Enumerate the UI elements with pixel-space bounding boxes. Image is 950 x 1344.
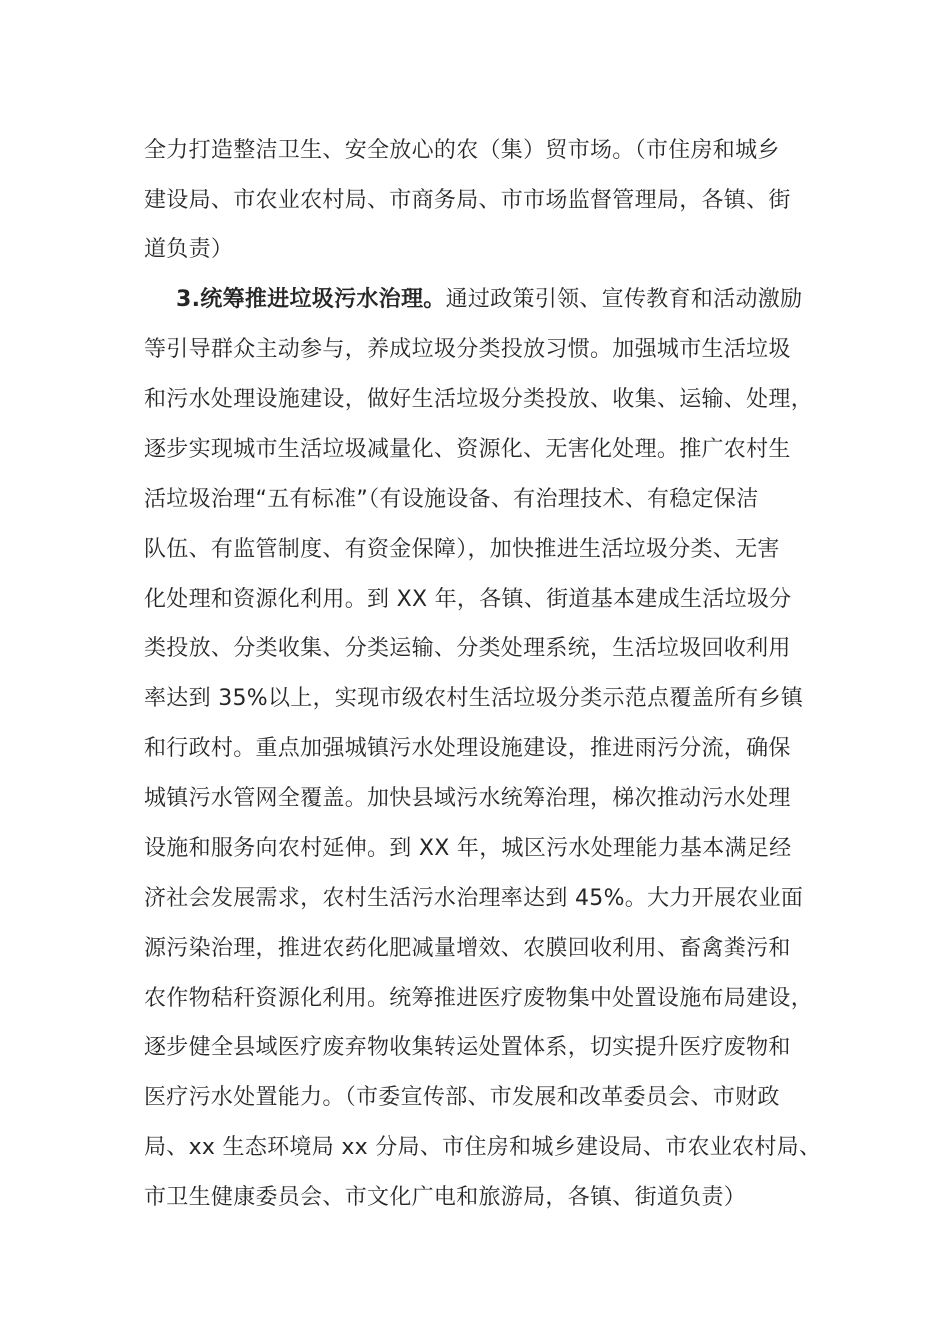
paragraph-line: 农作物秸秆资源化利用。统筹推进医疗废物集中处置设施布局建设， — [144, 986, 814, 1011]
paragraph-line: 设施和服务向农村延伸。到 XX 年，城区污水处理能力基本满足经 — [144, 836, 792, 861]
paragraph-line: 活垃圾治理“五有标准”（有设施设备、有治理技术、有稳定保洁 — [144, 487, 759, 512]
paragraph-line: 化处理和资源化利用。到 XX 年，各镇、街道基本建成生活垃圾分 — [144, 587, 792, 612]
paragraph-line: 和行政村。重点加强城镇污水处理设施建设，推进雨污分流，确保 — [144, 736, 791, 761]
section-first-line — [176, 285, 802, 315]
paragraph-line: 道负责） — [144, 237, 234, 262]
paragraph-line: 率达到 35%以上，实现市级农村生活垃圾分类示范点覆盖所有乡镇 — [144, 686, 804, 711]
paragraph-line: 源污染治理，推进农药化肥减量增效、农膜回收利用、畜禽粪污和 — [144, 936, 791, 961]
paragraph-line: 城镇污水管网全覆盖。加快县域污水统筹治理，梯次推动污水处理 — [144, 786, 791, 811]
paragraph-line: 济社会发展需求，农村生活污水治理率达到 45%。大力开展农业面 — [144, 886, 804, 911]
paragraph-line: 等引导群众主动参与，养成垃圾分类投放习惯。加强城市生活垃圾 — [144, 337, 791, 362]
paragraph-line: 队伍、有监管制度、有资金保障），加快推进生活垃圾分类、无害 — [144, 537, 780, 562]
paragraph-line: 逐步实现城市生活垃圾减量化、资源化、无害化处理。推广农村生 — [144, 437, 791, 462]
paragraph-line: 医疗污水处置能力。（市委宣传部、市发展和改革委员会、市财政 — [144, 1085, 780, 1110]
paragraph-line: 全力打造整洁卫生、安全放心的农（集）贸市场。（市住房和城乡 — [144, 138, 780, 163]
paragraph-line: 类投放、分类收集、分类运输、分类处理系统，生活垃圾回收利用 — [144, 636, 791, 661]
section-first-line-text: 通过政策引领、宣传教育和活动激励 — [445, 287, 803, 312]
paragraph-line: 逐步健全县域医疗废弃物收集转运处置体系，切实提升医疗废物和 — [144, 1035, 791, 1060]
paragraph-line: 局、xx 生态环境局 xx 分局、市住房和城乡建设局、市农业农村局、 — [144, 1135, 822, 1160]
paragraph-line: 建设局、市农业农村局、市商务局、市市场监督管理局，各镇、街 — [144, 188, 791, 213]
section-heading: 3.统筹推进垃圾污水治理。 — [176, 287, 446, 312]
paragraph-line: 和污水处理设施建设，做好生活垃圾分类投放、收集、运输、处理， — [144, 387, 814, 412]
paragraph-line: 市卫生健康委员会、市文化广电和旅游局，各镇、街道负责） — [144, 1185, 747, 1210]
